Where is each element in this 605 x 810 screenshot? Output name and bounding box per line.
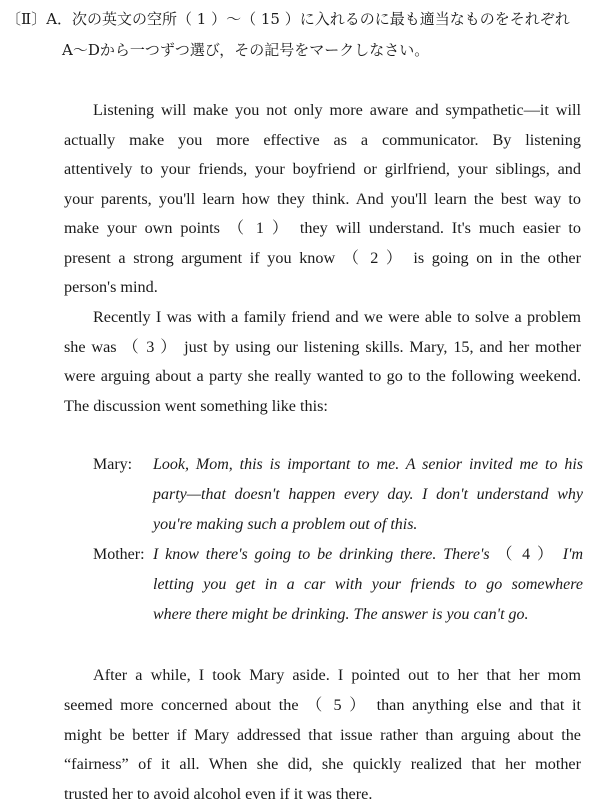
dialogue-mary bbox=[93, 450, 583, 540]
paragraph-line: trusted her to avoid alcohol even if it was there. bbox=[64, 785, 373, 804]
dialogue-text: I'm bbox=[562, 546, 584, 563]
paragraph-1 bbox=[64, 96, 581, 303]
paragraph-3 bbox=[64, 661, 581, 810]
paragraph-line: seemed more concerned about the （ 5 ） than anything else and that it bbox=[64, 695, 581, 714]
paragraph-line: actually make you more effective as a communicator. By listening bbox=[64, 130, 581, 149]
paragraph-line: your parents, you'll learn how they think. And you'll learn the best way to bbox=[64, 189, 581, 208]
dialogue-line: party—that doesn't happen every day. I don't understand why bbox=[153, 486, 583, 503]
dialogue-line: letting you get in a car with your friends to go somewhere bbox=[153, 576, 583, 593]
speaker-label: Mary: bbox=[93, 456, 133, 473]
paragraph-line: were arguing about a party she really wanted to go to the following weekend. bbox=[64, 367, 581, 385]
paragraph-line: make your own points （ 1 ） they will understand. It's much easier to bbox=[64, 219, 581, 237]
dialogue-line: you're making such a problem out of this. bbox=[153, 516, 418, 533]
dialogue-text: I know there's going to be drinking there. There's bbox=[153, 546, 490, 563]
paragraph-line: “fairness” of it all. When she did, she quickly realized that her mother bbox=[64, 755, 581, 774]
paragraph-line: person's mind. bbox=[64, 278, 158, 296]
dialogue-line bbox=[153, 540, 583, 570]
paragraph-line: After a while, I took Mary aside. I pointed out to her that her mom bbox=[93, 666, 581, 684]
paragraph-line: Listening will make you not only more aware and sympathetic—it will bbox=[93, 101, 581, 119]
speaker-label: Mother: bbox=[93, 546, 145, 563]
dialogue bbox=[93, 450, 583, 630]
dialogue-line: Look, Mom, this is important to me. A senior invited me to his bbox=[153, 456, 583, 473]
paragraph-2 bbox=[64, 303, 581, 421]
paragraph-line: Recently I was with a family friend and we were able to solve a problem bbox=[93, 308, 581, 326]
instruction bbox=[6, 4, 570, 66]
paragraph-line: attentively to your friends, your boyfriend or girlfriend, your siblings, and bbox=[64, 160, 581, 178]
paragraph-line: she was （ 3 ） just by using our listening skills. Mary, 15, and her mother bbox=[64, 337, 581, 356]
instruction-line-2: A～Dから一つずつ選び，その記号をマークしなさい。 bbox=[62, 41, 430, 59]
paragraph-line: might be better if Mary addressed that issue rather than arguing about the bbox=[64, 725, 581, 744]
paragraph-line: present a strong argument if you know （ 2 ） is going on in the other bbox=[64, 248, 581, 267]
dialogue-line: where there might be drinking. The answer is you can't go. bbox=[153, 606, 529, 623]
paragraph-line: The discussion went something like this: bbox=[64, 396, 328, 415]
dialogue-mother bbox=[93, 540, 583, 630]
blank-4: （ 4 ） bbox=[496, 546, 556, 563]
instruction-line-1: 〔Ⅱ〕A．次の英文の空所（ 1 ）～（ 15 ）に入れるのに最も適当なものをそれぞれ bbox=[6, 10, 570, 28]
